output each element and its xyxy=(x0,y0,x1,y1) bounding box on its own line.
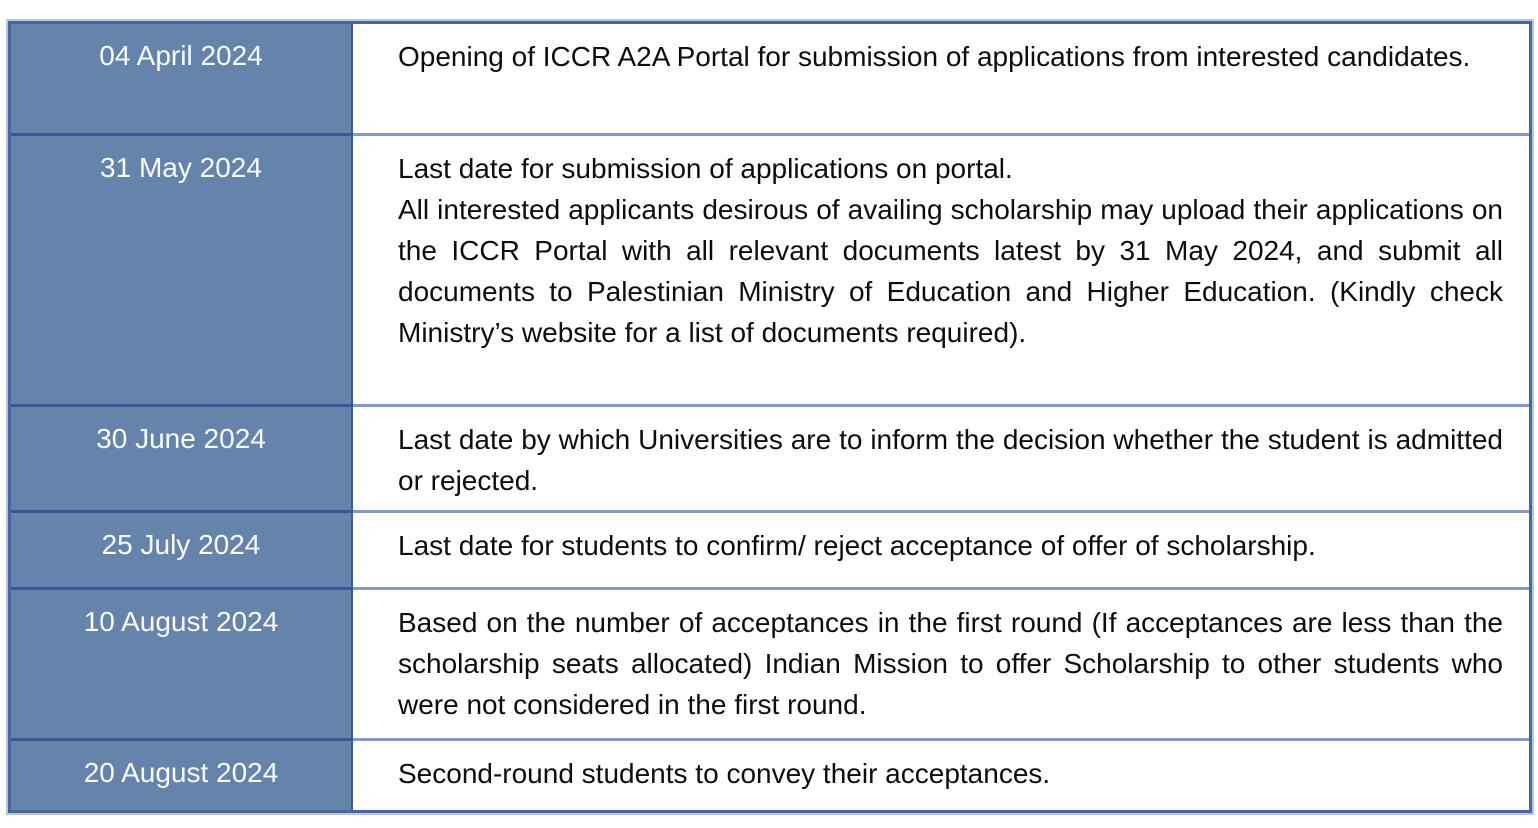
scholarship-timeline-table xyxy=(8,21,1532,813)
description-paragraph: Opening of ICCR A2A Portal for submission of applications from interested candidates. xyxy=(398,41,1471,72)
description-cell xyxy=(353,24,1529,133)
description-paragraph: Last date for submission of applications on portal. xyxy=(398,153,1013,184)
description-cell xyxy=(353,738,1529,810)
date-cell: 25 July 2024 xyxy=(11,510,353,587)
description-cell xyxy=(353,510,1529,587)
description-paragraph: Second-round students to convey their acceptances. xyxy=(398,758,1051,789)
description-paragraph: Last date for students to confirm/ reject acceptance of offer of scholarship. xyxy=(398,530,1316,561)
date-cell: 20 August 2024 xyxy=(11,738,353,810)
date-cell: 30 June 2024 xyxy=(11,404,353,510)
date-cell: 10 August 2024 xyxy=(11,587,353,738)
description-paragraph: Based on the number of acceptances in the first round (If acceptances are less than the scholarship seats allocated) Indian Mission to offer Scholarship to other students who were not considered in the first round. xyxy=(398,607,1503,720)
date-cell: 04 April 2024 xyxy=(11,24,353,133)
description-paragraph: Last date by which Universities are to inform the decision whether the student is admitted or rejected. xyxy=(398,424,1503,496)
date-cell: 31 May 2024 xyxy=(11,133,353,404)
description-cell xyxy=(353,133,1529,404)
description-cell xyxy=(353,587,1529,738)
description-cell xyxy=(353,404,1529,510)
description-paragraph: All interested applicants desirous of availing scholarship may upload their applications on the ICCR Portal with all relevant documents latest by 31 May 2024, and submit all documents to Palestinian Ministry of Education and Higher Education. (Kindly check Ministry’s website for a list of documents required). xyxy=(398,194,1503,348)
